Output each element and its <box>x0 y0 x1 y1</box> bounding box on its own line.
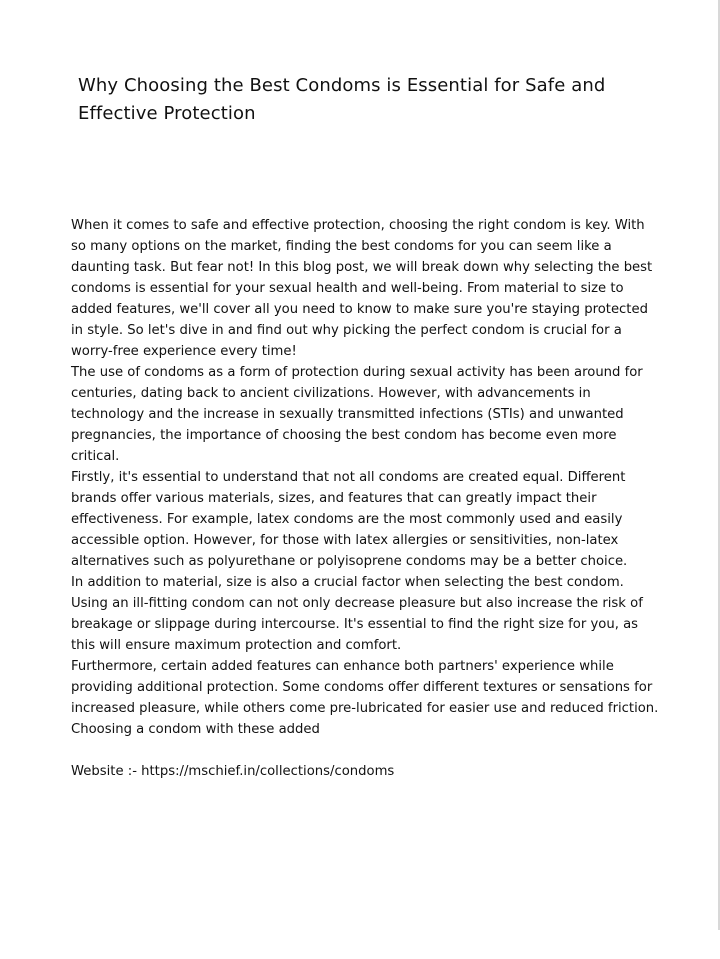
website-link-text: Website :- https://mschief.in/collections/condoms <box>71 764 395 779</box>
document-body <box>71 215 663 782</box>
paragraph-features: Furthermore, certain added features can enhance both partners' experience while providing additional protection. Some condoms offer different textures or sensations for increased pleasure, while others come pre-lubricated for easier use and reduced friction. Choosing a condom with these added <box>71 659 659 737</box>
paragraph-spacer <box>71 740 663 761</box>
paragraph-materials: Firstly, it's essential to understand that not all condoms are created equal. Different brands offer various materials, sizes, and features that can greatly impact their effectiveness. For example, latex condoms are the most commonly used and easily accessible option. However, for those with latex allergies or sensitivities, non-latex alternatives such as polyurethane or polyisoprene condoms may be a better choice. <box>71 470 628 569</box>
paragraph-size: In addition to material, size is also a crucial factor when selecting the best condom. Using an ill-fitting condom can not only decrease pleasure but also increase the risk of breakage or slippage during intercourse. It's essential to find the right size for you, as this will ensure maximum protection and comfort. <box>71 575 643 653</box>
paragraph-history: The use of condoms as a form of protection during sexual activity has been around for centuries, dating back to ancient civilizations. However, with advancements in technology and the increase in sexually transmitted infections (STIs) and unwanted pregnancies, the importance of choosing the best condom has become even more critical. <box>71 365 643 464</box>
document-title: Why Choosing the Best Condoms is Essential for Safe and Effective Protection <box>78 75 606 124</box>
paragraph-intro: When it comes to safe and effective protection, choosing the right condom is key. With so many options on the market, finding the best condoms for you can seem like a daunting task. But fear not! In this blog post, we will break down why selecting the best condoms is essential for your sexual health and well-being. From material to size to added features, we'll cover all you need to know to make sure you're staying protected in style. So let's dive in and find out why picking the perfect condom is crucial for a worry-free experience every time! <box>71 218 653 359</box>
